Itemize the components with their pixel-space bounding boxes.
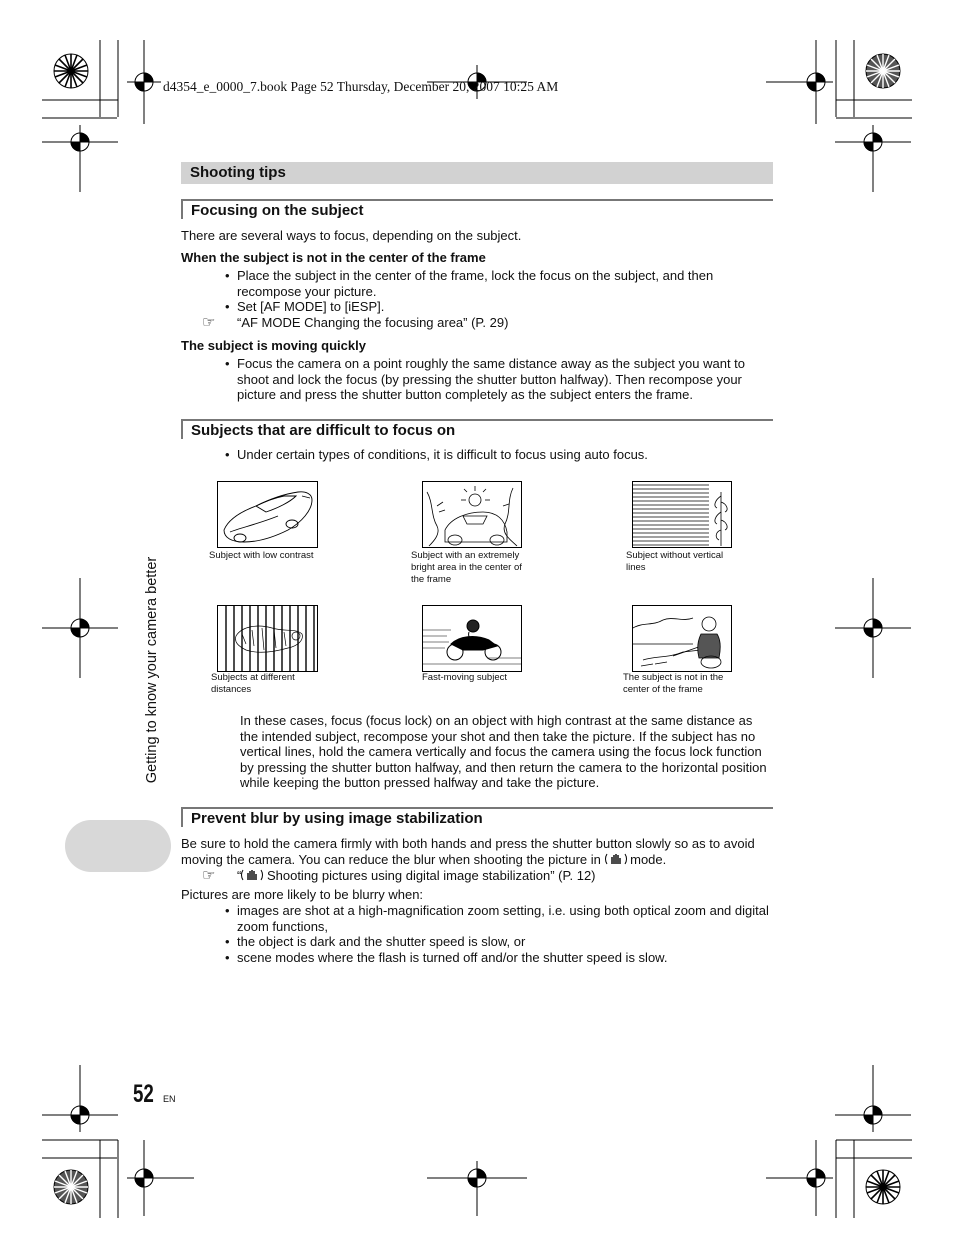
focusing-heading-box: [181, 199, 773, 219]
blur-heading-box: [181, 807, 773, 827]
blur-paragraph: Be sure to hold the camera firmly with both hands and press the shutter button slowly so as to avoid moving the camera. You can reduce the blur when shooting the picture in mode.: [181, 836, 773, 869]
blur-heading: Prevent blur by using image stabilization: [191, 810, 483, 827]
motorcycle-illustration: [422, 605, 522, 672]
caption-different-distances: Subjects at different distances: [211, 672, 295, 695]
book-header: d4354_e_0000_7.book Page 52 Thursday, December 20, 2007 10:25 AM: [163, 79, 559, 94]
difficult-heading: Subjects that are difficult to focus on: [191, 422, 456, 439]
difficult-heading-box: [181, 419, 773, 439]
difficult-bullet: • Under certain types of conditions, it is difficult to focus using auto focus.: [225, 447, 648, 462]
bright-center-illustration: [422, 481, 522, 548]
stabilization-reference[interactable]: “ Shooting pictures using digital image stabilization” (P. 12): [237, 868, 596, 886]
horizontal-lines-illustration: [632, 481, 732, 548]
moving-bullet-1: • Focus the camera on a point roughly the same distance away as the subject you want to shoot and lock the focus (by pressing the shutter button halfway). Then recompose your picture and press the shutter button completely as the subject enters the frame.: [225, 356, 746, 403]
off-center-subject-illustration: [632, 605, 732, 672]
blur-bullet-1: • images are shot at a high-magnification zoom setting, i.e. using both optical zoom and digital zoom functions,: [225, 903, 769, 934]
caption-bright-center: Subject with an extremely bright area in the center of the frame: [411, 550, 522, 585]
page-number: 52: [133, 1080, 154, 1108]
section-title-bar: [181, 162, 773, 184]
center-heading: When the subject is not in the center of the frame: [181, 250, 486, 265]
blur-bullet-3: • scene modes where the flash is turned off and/or the shutter speed is slow.: [225, 950, 668, 965]
reference-icon-2: ☞: [202, 867, 216, 884]
center-bullet-2: • Set [AF MODE] to [iESP].: [225, 299, 385, 314]
center-bullet-1: • Place the subject in the center of the frame, lock the focus on the subject, and then recompose your picture.: [225, 268, 714, 299]
caption-not-in-center: The subject is not in the center of the frame: [623, 672, 724, 695]
focus-lock-paragraph: In these cases, focus (focus lock) on an object with high contrast at the same distance as the intended subject, recompose your shot and then take the picture. If the subject has no vertical lines, hold the camera vertically and focus the camera using the focus lock function by pressing the shutter button halfway, and then return the camera to the horizontal position while keeping the button pressed halfway and take the picture.: [240, 713, 767, 791]
caption-fast-moving: Fast-moving subject: [422, 672, 508, 683]
focusing-heading: Focusing on the subject: [191, 202, 364, 219]
chapter-side-label: Getting to know your camera better: [144, 556, 160, 784]
image-stabilization-icon: [241, 868, 263, 886]
focusing-intro: There are several ways to focus, depending on the subject.: [181, 228, 522, 243]
language-code: EN: [163, 1094, 176, 1104]
reference-icon: ☞: [202, 314, 216, 331]
section-title: Shooting tips: [190, 164, 286, 181]
chapter-tab: [65, 820, 171, 872]
caption-no-vertical: Subject without vertical lines: [626, 550, 724, 573]
af-mode-reference[interactable]: “AF MODE Changing the focusing area” (P. 29): [237, 315, 509, 330]
blur-bullet-2: • the object is dark and the shutter speed is slow, or: [225, 934, 526, 949]
car-illustration: [217, 481, 318, 548]
blur-lead: Pictures are more likely to be blurry when:: [181, 887, 424, 902]
image-stabilization-icon: [605, 852, 627, 870]
moving-heading: The subject is moving quickly: [181, 338, 366, 353]
caption-low-contrast: Subject with low contrast: [209, 550, 314, 561]
tiger-bars-illustration: [217, 605, 318, 672]
